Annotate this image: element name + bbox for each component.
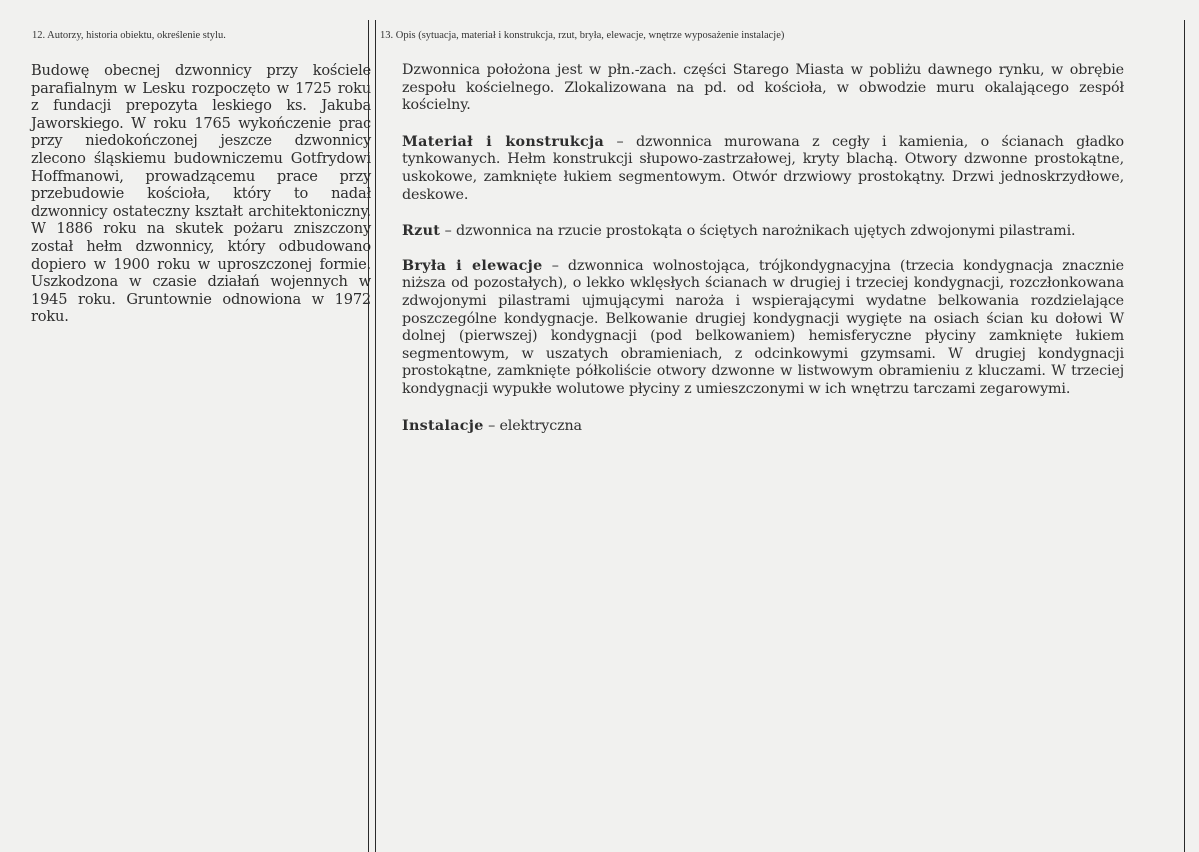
bryla-paragraph [402,258,1124,399]
section-12-heading: 12. Autorzy, historia obiektu, określenie stylu. [32,30,226,41]
instalacje-label: Instalacje [402,417,484,434]
rzut-text: – dzwonnica na rzucie prostokąta o ściętych narożnikach ujętych zdwojonymi pilastrami. [440,223,1076,240]
section-13-heading: 13. Opis (sytuacja, materiał i konstrukcja, rzut, bryła, elewacje, wnętrze wyposażenie instalacje) [380,30,785,41]
section-13-column [375,20,1185,852]
situation-paragraph: Dzwonnica położona jest w płn.-zach. części Starego Miasta w pobliżu dawnego rynku, w obrębie zespołu kościelnego. Zlokalizowana na pd. od kościoła, w obwodzie muru okalającego zespół kościelny. [402,62,1124,114]
rzut-paragraph [402,223,1124,241]
material-text: – dzwonnica murowana z cegły i kamienia, o ścianach gładko tynkowanych. Hełm konstrukcji słupowo-zastrzałowej, kryty blachą. Otwory dzwonne prostokątne, uskokowe, zamknięte łukiem segmentowym. Otwór drzwiowy prostokątny. Drzwi jednoskrzydłowe, deskowe. [402,133,1124,203]
history-text: Budowę obecnej dzwonnicy przy kościele parafialnym w Lesku rozpoczęto w 1725 roku z fundacji prepozyta leskiego ks. Jakuba Jaworskiego. W roku 1765 wykończenie prac przy niedokończonej jeszcze dzwonnicy zlecono śląskiemu budowniczemu Gotfrydowi Hoffmanowi, prowadzącemu prace przy przebudowie kościoła, który to nadał dzwonnicy ostateczny kształt architektoniczny. W 1886 roku na skutek pożaru zniszczony został hełm dzwonnicy, który odbudowano dopiero w 1900 roku w uproszczonej formie. Uszkodzona w czasie działań wojennych w 1945 roku. Gruntownie odnowiona w 1972 roku. [31,62,371,326]
instalacje-paragraph [402,418,1124,436]
bryla-text: – dzwonnica wolnostojąca, trójkondygnacyjna (trzecia kondygnacja znacznie niższa od pozostałych), o lekko wklęsłych ścianach w drugiej i trzeciej kondygnacji, rozczłonkowana zdwojonymi pilastrami ujmującymi naroża i wspierającymi wydatne belkowania rozdzielające poszczególne kondygnacje. Belkowanie drugiej kondygnacji wygięte na osiach ścian ku dołowi W dolnej (pierwszej) kondygnacji (pod belkowaniem) hemisferyczne płyciny zamknięte łukiem segmentowym, w uszatych obramieniach, z odcinkowymi gzymsami. W drugiej kondygnacji prostokątne, zamknięte półkoliście otwory dzwonne w listwowym obramieniu z kluczami. W trzeciej kondygnacji wypukłe wolutowe płyciny z umieszczonymi w ich wnętrzu tarczami zegarowymi. [402,257,1124,397]
material-paragraph [402,134,1124,204]
rzut-label: Rzut [402,223,441,240]
instalacje-text: – elektryczna [483,417,582,434]
description-body [402,62,1124,454]
material-label: Materiał i konstrukcja [402,133,605,150]
section-12-column [18,20,369,852]
bryla-label: Bryła i elewacje [402,257,543,274]
